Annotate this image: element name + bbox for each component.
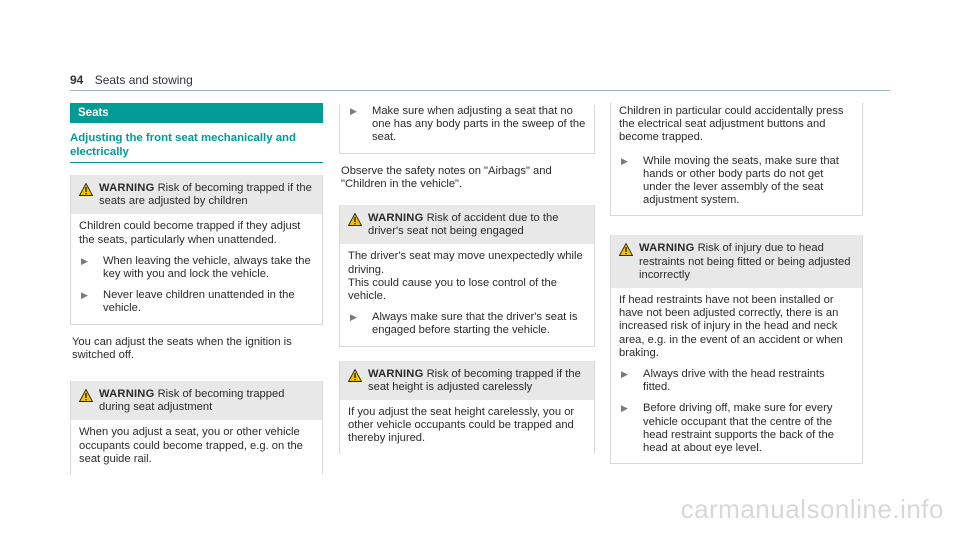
warning-body-text: If you adjust the seat height carelessly, you or other vehicle occupants could be trapped and thereby injured. [348,406,575,445]
warning-title-text: Risk of becoming trapped if the seat height is adjusted carelessly [368,367,581,393]
step-arrow-icon: ▶ [350,312,357,323]
warning-label: WARNING [368,212,424,225]
warning-header [71,175,322,214]
warning-body-text: When you adjust a seat, you or other vehicle occupants could become trapped, e.g. on the seat guide rail. [79,426,303,465]
step-arrow-icon: ▶ [81,255,88,266]
column-3 [610,103,863,464]
warning-body [71,214,322,323]
warning-header [340,361,594,400]
chapter-title: Seats and stowing [94,73,193,87]
warning-label: WARNING [99,388,155,401]
section-bar-seats: Seats [70,103,323,123]
warning-label: WARNING [99,182,155,194]
step-text: While moving the seats, make sure that hands or other body parts do not get under the lever assembly of the seat adjustment system. [643,154,839,207]
step-arrow-icon: ▶ [621,155,628,166]
warning-box-head-restraints [610,235,863,464]
warning-triangle-icon [79,183,93,196]
instruction-step [348,105,586,145]
page-header [70,73,193,87]
step-text: Never leave children unattended in the vehicle. [103,289,295,315]
page-number: 94 [70,73,84,87]
safety-notes-paragraph: Observe the safety notes on "Airbags" and "Children in the vehicle". [341,164,552,190]
step-text: Always drive with the head restraints fitted. [643,368,825,394]
warning-header [71,381,322,420]
warning-title [368,368,586,394]
step-text: When leaving the vehicle, always take the key with you and lock the vehicle. [103,254,311,281]
column-2 [339,103,595,454]
step-text: Always make sure that the driver's seat is engaged before starting the vehicle. [372,311,578,337]
warning-triangle-icon [79,389,93,402]
instruction-step [619,402,854,455]
warning-body-text: Children in particular could accidentally press the electrical seat adjustment buttons and become trapped. [619,105,844,144]
warning-title-text: Risk of becoming trapped during seat adjustment [99,388,285,414]
warning-body [340,244,594,345]
ignition-paragraph: You can adjust the seats when the ignition is switched off. [72,335,292,361]
instruction-step [348,311,586,337]
warning-title-text: Risk of accident due to the driver's seat not being engaged [368,212,559,238]
warning-header [611,235,862,288]
warning-title [639,242,854,282]
instruction-step [79,289,314,315]
warning-triangle-icon [619,243,633,256]
warning-title-text: Risk of injury due to head restraints not being fitted or being adjusted incorrectly [639,242,851,281]
warning-triangle-icon [348,213,362,226]
warning-title [368,212,586,238]
instruction-step [619,155,854,208]
column-1 [70,103,323,474]
warning-title [99,182,314,208]
subheading: Adjusting the front seat mechanically and electrically [70,132,296,158]
step-arrow-icon: ▶ [81,290,88,301]
warning-label: WARNING [639,242,695,255]
continued-warning-box [610,103,863,216]
warning-box-children [70,175,323,325]
warning-body-text: This could cause you to lose control of the vehicle. [348,276,557,303]
instruction-step [619,368,854,394]
step-text: Before driving off, make sure for every vehicle occupant that the centre of the head restraint supports the back of the head at about eye level. [643,402,834,455]
warning-body-text: If head restraints have not been installed or have not been adjusted correctly, there is an increased risk of injury in the head and neck area, e.g. in the event of an accident or when braking. [619,294,843,359]
warning-triangle-icon [348,369,362,382]
warning-box-seat-engaged [339,205,595,347]
warning-box-seat-height [339,361,595,454]
warning-title [99,388,314,414]
header-rule [70,90,890,91]
warning-body-text: The driver's seat may move unexpectedly while driving. [348,250,583,276]
warning-label: WARNING [368,367,424,380]
warning-body [611,288,862,463]
warning-box-seat-adjustment [70,381,323,474]
warning-body [71,420,322,474]
step-text: Make sure when adjusting a seat that no one has any body parts in the sweep of the seat. [372,105,586,144]
instruction-step [79,255,314,281]
step-arrow-icon: ▶ [621,369,628,380]
step-arrow-icon: ▶ [621,403,628,414]
subheading-rule [70,162,323,163]
warning-body [340,400,594,454]
warning-header [340,205,594,244]
continued-warning-box [339,105,595,154]
step-arrow-icon: ▶ [350,106,357,116]
warning-title-text: Risk of becoming trapped if the seats are adjusted by children [99,182,312,208]
warning-body-text: Children could become trapped if they adjust the seats, particularly when unattended. [79,220,301,246]
watermark: carmanualsonline.info [680,494,944,524]
